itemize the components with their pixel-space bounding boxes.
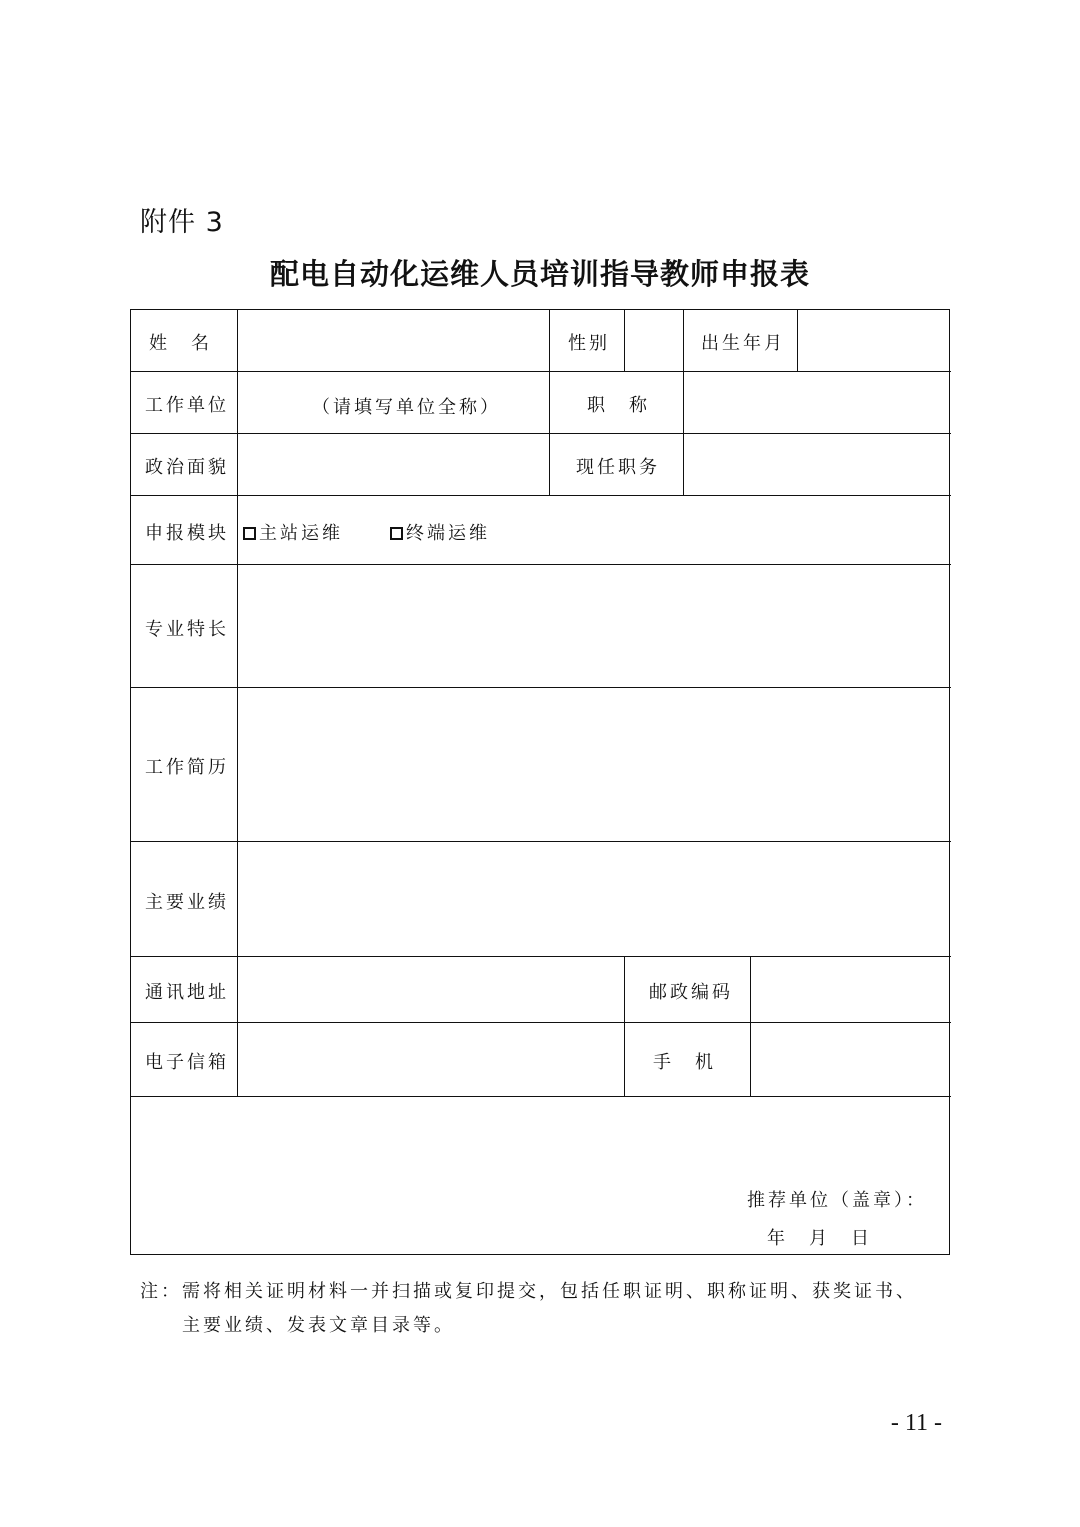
work-resume-label: 工作简历 bbox=[145, 757, 229, 778]
professional-title-field[interactable] bbox=[684, 372, 950, 433]
postcode-field[interactable] bbox=[751, 957, 950, 1022]
gender-field[interactable] bbox=[625, 310, 683, 371]
postcode-label: 邮政编码 bbox=[649, 982, 733, 1003]
birth-date-label: 出生年月 bbox=[701, 333, 785, 354]
political-status-field[interactable] bbox=[238, 434, 549, 495]
achievements-label: 主要业绩 bbox=[145, 892, 229, 913]
checkbox-icon[interactable] bbox=[390, 527, 403, 540]
module-option-master-station[interactable]: 主站运维 bbox=[243, 519, 343, 545]
professional-title-label: 职 称 bbox=[587, 395, 650, 416]
mobile-label: 手 机 bbox=[653, 1052, 716, 1073]
column-divider bbox=[624, 956, 625, 1096]
current-position-label: 现任职务 bbox=[576, 457, 660, 478]
page-number: - 11 - bbox=[890, 1410, 942, 1436]
name-field[interactable] bbox=[238, 310, 549, 371]
module-option-terminal[interactable]: 终端运维 bbox=[390, 519, 490, 545]
date-label: 年 月 日 bbox=[767, 1228, 872, 1249]
specialty-field[interactable] bbox=[238, 565, 950, 687]
name-label: 姓 名 bbox=[149, 333, 212, 354]
note-line-2: 主要业绩、发表文章目录等。 bbox=[182, 1315, 455, 1336]
application-form-table bbox=[130, 309, 950, 1255]
work-resume-field[interactable] bbox=[238, 688, 950, 841]
address-field[interactable] bbox=[238, 957, 624, 1022]
checkbox-icon[interactable] bbox=[243, 527, 256, 540]
employer-field[interactable]: （请填写单位全称） bbox=[312, 397, 501, 418]
political-status-label: 政治面貌 bbox=[145, 457, 229, 478]
column-divider bbox=[549, 310, 550, 495]
row-divider bbox=[131, 495, 951, 496]
specialty-label: 专业特长 bbox=[145, 619, 229, 640]
birth-date-field[interactable] bbox=[798, 310, 950, 371]
module-label: 申报模块 bbox=[145, 523, 229, 544]
achievements-field[interactable] bbox=[238, 842, 950, 956]
recommender-seal-label: 推荐单位（盖章）： bbox=[747, 1190, 927, 1211]
mobile-field[interactable] bbox=[751, 1023, 950, 1096]
address-label: 通讯地址 bbox=[145, 982, 229, 1003]
form-title: 配电自动化运维人员培训指导教师申报表 bbox=[269, 257, 810, 291]
note-line-1: 注：需将相关证明材料一并扫描或复印提交，包括任职证明、职称证明、获奖证书、 bbox=[140, 1281, 917, 1302]
employer-label: 工作单位 bbox=[145, 395, 229, 416]
email-field[interactable] bbox=[238, 1023, 624, 1096]
attachment-label: 附件 3 bbox=[140, 207, 224, 238]
email-label: 电子信箱 bbox=[145, 1052, 229, 1073]
row-divider bbox=[131, 1096, 951, 1097]
current-position-field[interactable] bbox=[684, 434, 950, 495]
gender-label: 性别 bbox=[568, 333, 610, 354]
